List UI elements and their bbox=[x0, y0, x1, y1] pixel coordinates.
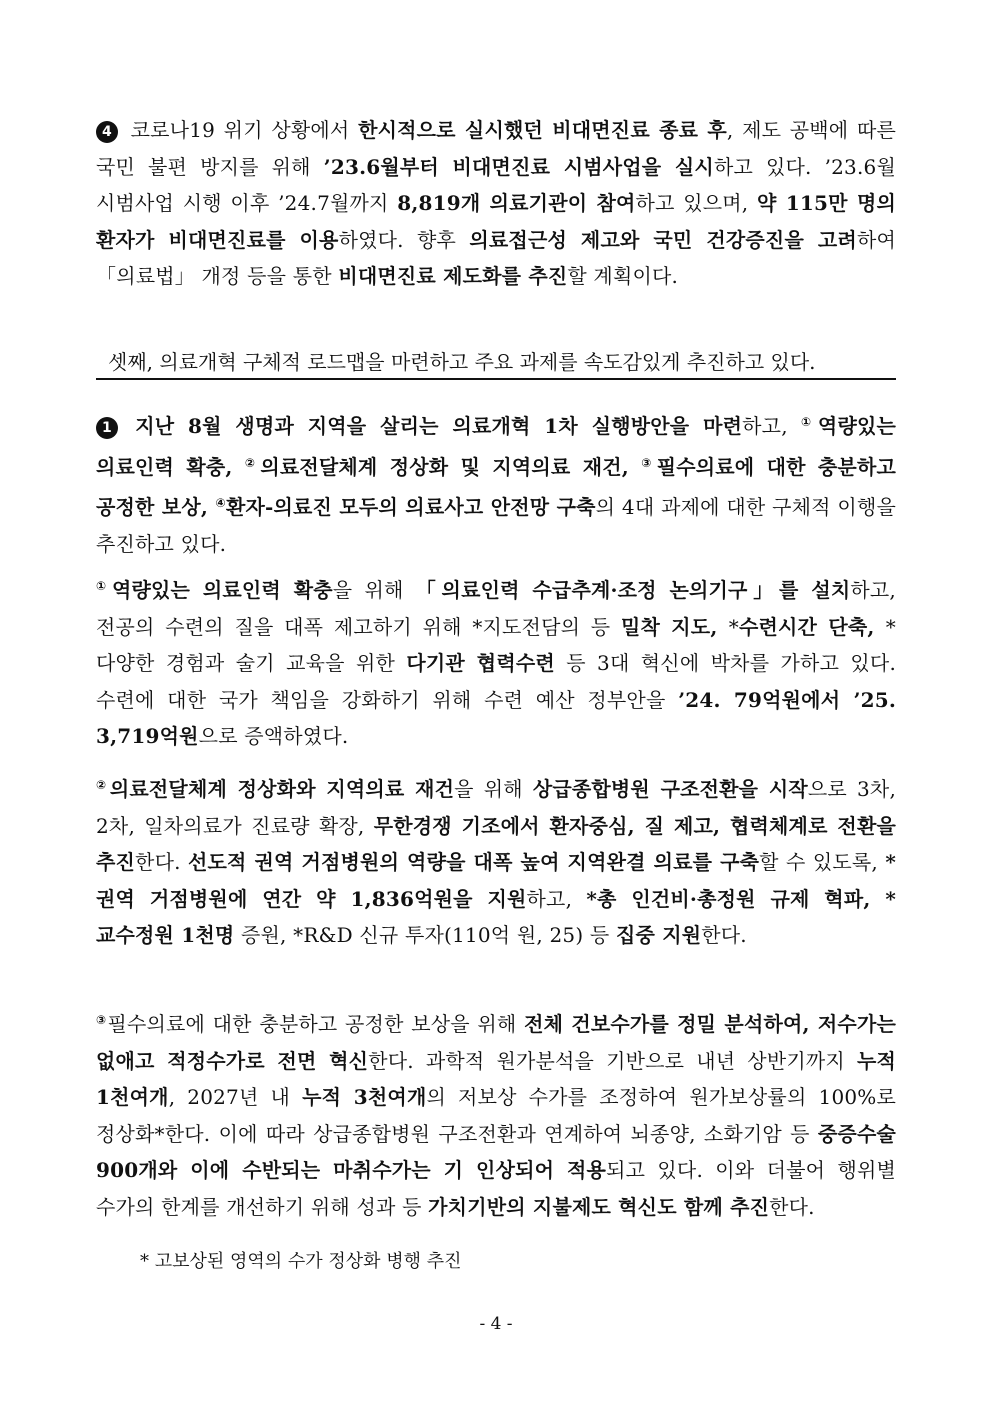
circled-number-marker: ④ bbox=[215, 496, 226, 510]
bullet-number-4: 4 bbox=[96, 121, 118, 143]
emphasized-text: ’23.6월부터 비대면진료 시범사업을 실시 bbox=[323, 154, 714, 179]
body-text: 하고, 전공의 수련의 질을 대폭 제고하기 위해 bbox=[96, 578, 896, 639]
emphasized-text: 전체 건보수가를 정밀 분석하여, 저수가는 없애고 적정수가로 전면 혁신 bbox=[96, 1012, 896, 1073]
emphasized-text: 누적 1천여개 bbox=[96, 1048, 896, 1109]
emphasized-text: 역량있는 의료인력 확충, bbox=[96, 414, 897, 479]
circled-number-marker: ① bbox=[96, 579, 112, 593]
body-text: 할 계획이다. bbox=[567, 264, 679, 288]
emphasized-text: 8,819개 의료기관이 참여 bbox=[397, 191, 636, 215]
body-text: 의 저보상 수가를 조정하여 원가보상률의 100%로 정상화*한다. 이에 따라 상급종합병원 구조전환과 연계하여 뇌종양, 소화기암 등 bbox=[96, 1085, 897, 1146]
emphasized-text: 밀착 지도, bbox=[620, 614, 729, 639]
footnote: * 고보상된 영역의 수가 정상화 병행 추진 bbox=[140, 1251, 462, 1272]
emphasized-text: 「의료인력 수급추계·조정 논의기구」를 설치 bbox=[415, 578, 851, 602]
body-text: 하였다. 향후 bbox=[338, 227, 470, 252]
body-text: 한다. 과학적 원가분석을 기반으로 내년 상반기까지 bbox=[368, 1048, 857, 1073]
circled-number-marker: ③ bbox=[641, 455, 657, 470]
body-text: 코로나19 위기 상황에서 bbox=[130, 118, 359, 142]
body-text: 할 수 있도록, bbox=[759, 850, 886, 874]
emphasized-text: 다기관 협력수련 bbox=[406, 651, 555, 675]
emphasized-text: 약 115만 명의 환자가 비대면진료를 이용 bbox=[96, 191, 896, 252]
emphasized-text: 의료전달체계 정상화와 지역의료 재건 bbox=[109, 777, 455, 801]
circled-number-marker: ① bbox=[800, 415, 818, 429]
emphasized-text: 가치기반의 지불제도 혁신도 함께 추진 bbox=[428, 1194, 770, 1219]
body-text: *지도전담의 등 bbox=[472, 614, 621, 639]
paragraph-delivery-system bbox=[96, 767, 896, 954]
emphasized-text: *총 인건비·총정원 규제 혁파, bbox=[586, 886, 886, 911]
paragraph-fair-compensation bbox=[96, 1002, 896, 1225]
body-text: 을 위해 bbox=[332, 578, 416, 602]
circled-number-marker: ② bbox=[244, 455, 261, 470]
circled-number-marker: ③ bbox=[96, 1013, 108, 1027]
emphasized-text: 누적 3천여개 bbox=[302, 1085, 427, 1109]
body-text: 되고 있다. 이와 더불어 행위별 수가의 한계를 개선하기 위해 성과 등 bbox=[96, 1158, 896, 1219]
section-heading: 셋째, 의료개혁 구체적 로드맵을 마련하고 주요 과제를 속도감있게 추진하고 있다. bbox=[96, 346, 896, 380]
body-text: 한다. bbox=[769, 1194, 815, 1219]
body-text: * bbox=[728, 614, 739, 639]
emphasized-text: *권역 거점병원에 연간 약 1,836억원을 지원 bbox=[96, 850, 896, 911]
body-text: 하고 있다. ’23.6월 시범사업 시행 이후 ’24.7월까지 bbox=[96, 154, 896, 215]
body-text: 증원, *R&D 신규 투자(110억 원, 25) 등 bbox=[234, 923, 616, 947]
emphasized-text: 한시적으로 실시했던 비대면진료 종료 후 bbox=[358, 118, 727, 142]
body-text: 으로 3차, 2차, 일차의료가 진료량 확장, bbox=[96, 777, 896, 838]
body-text: 하고, bbox=[526, 886, 587, 911]
body-text: 하여 「의료법」 개정 등을 통한 bbox=[96, 227, 896, 288]
circled-number-marker: ② bbox=[96, 778, 110, 792]
body-text: 등 3대 혁신에 박차를 가하고 있다. 수련에 대한 국가 책임을 강화하기 위해 수련 예산 정부안을 bbox=[96, 651, 897, 712]
emphasized-text: *교수정원 1천명 bbox=[96, 886, 896, 947]
emphasized-text: 의료접근성 제고와 국민 건강증진을 고려 bbox=[469, 227, 857, 252]
body-text: 의 4대 과제에 대한 구체적 이행을 추진하고 있다. bbox=[96, 495, 896, 556]
emphasized-text: 비대면진료 제도화를 추진 bbox=[338, 264, 568, 288]
body-text: 하고, bbox=[742, 414, 801, 438]
body-text: 하고 있으며, bbox=[635, 191, 758, 215]
emphasized-text: 역량있는 의료인력 확충 bbox=[112, 578, 333, 602]
page-number: - 4 - bbox=[479, 1314, 513, 1334]
body-text: 으로 증액하였다. bbox=[198, 724, 349, 748]
emphasized-text: 수련시간 단축, bbox=[738, 614, 886, 639]
paragraph-telemedicine bbox=[96, 112, 896, 295]
body-text: , 2027년 내 bbox=[168, 1085, 303, 1109]
body-text: *다양한 경험과 술기 교육을 위한 bbox=[96, 614, 896, 675]
emphasized-text: 상급종합병원 구조전환을 시작 bbox=[532, 777, 808, 801]
body-text: 을 위해 bbox=[454, 777, 533, 801]
emphasized-text: 무한경쟁 기조에서 환자중심, 질 제고, 협력체계로 전환을 추진 bbox=[96, 813, 896, 874]
body-text: 필수의료에 대한 충분하고 공정한 보상을 위해 bbox=[107, 1012, 525, 1036]
emphasized-text: 집중 지원 bbox=[616, 923, 702, 947]
paragraph-roadmap bbox=[96, 404, 896, 562]
paragraph-workforce bbox=[96, 568, 896, 755]
bullet-number-1: 1 bbox=[96, 417, 118, 439]
emphasized-text: 선도적 권역 거점병원의 역량을 대폭 높여 지역완결 의료를 구축 bbox=[188, 850, 760, 874]
emphasized-text: 의료전달체계 정상화 및 지역의료 재건, bbox=[260, 454, 642, 479]
body-text: 한다. bbox=[135, 850, 188, 874]
emphasized-text: 환자-의료진 모두의 의료사고 안전망 구축 bbox=[225, 495, 596, 519]
emphasized-text: 필수의료에 대한 충분하고 공정한 보상, bbox=[96, 454, 896, 519]
body-text: , 제도 공백에 따른 국민 불편 방지를 위해 bbox=[96, 118, 896, 179]
body-text: 한다. bbox=[701, 923, 747, 947]
emphasized-text: 중증수술 900개와 이에 수반되는 마취수가는 기 인상되어 적용 bbox=[96, 1121, 896, 1182]
emphasized-text: ’24. 79억원에서 ’25. 3,719억원 bbox=[96, 687, 896, 748]
emphasized-text: 지난 8월 생명과 지역을 살리는 의료개혁 1차 실행방안을 마련 bbox=[135, 414, 743, 438]
